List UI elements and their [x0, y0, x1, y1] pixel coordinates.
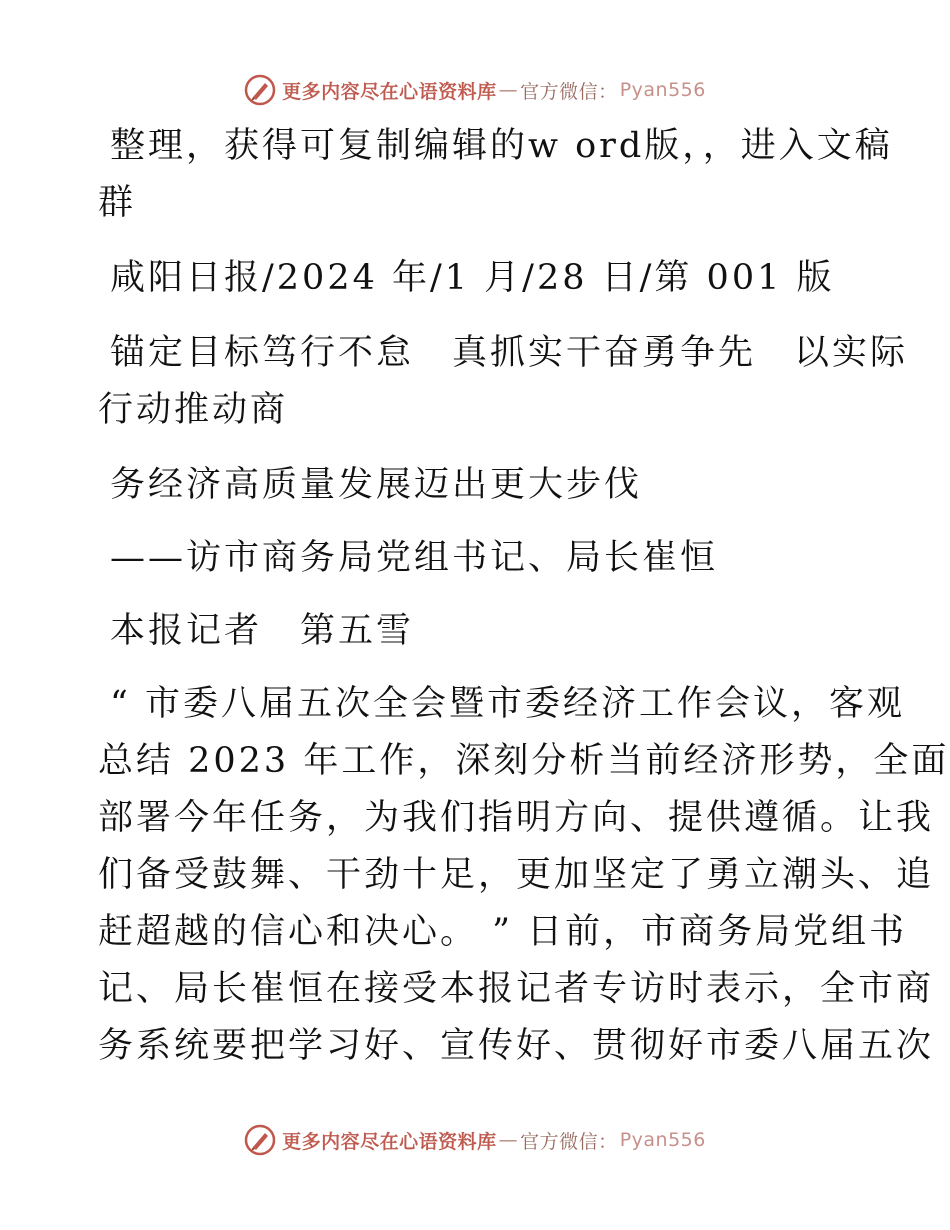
- pen-logo-icon: [244, 1124, 276, 1156]
- body-line: 总结 2023 年工作，深刻分析当前经济形势，全面: [98, 741, 950, 781]
- body-line: “ 市委八届五次全会暨市委经济工作会议，客观: [110, 684, 906, 724]
- body-line: 们备受鼓舞、干劲十足，更加坚定了勇立潮头、追: [98, 855, 935, 895]
- document-body: [98, 118, 950, 1075]
- source-line: 咸阳日报/2024 年/1 月/28 日/第 001 版: [110, 258, 835, 298]
- watermark-dash: —: [498, 79, 519, 101]
- watermark-prefix: 更多内容尽在心语资料库: [282, 80, 497, 103]
- body-line: 务系统要把学习好、宣传好、贯彻好市委八届五次: [98, 1026, 935, 1066]
- watermark-header: [0, 70, 950, 110]
- byline: 本报记者 第五雪: [110, 611, 415, 651]
- body-line: 记、局长崔恒在接受本报记者专访时表示，全市商: [98, 969, 935, 1009]
- headline-line-continued: 行动推动商: [98, 390, 289, 430]
- body-line: 赶超越的信心和决心。 ” 日前，市商务局党组书: [98, 912, 908, 952]
- headline-line-2: 务经济高质量发展迈出更大步伐: [110, 465, 643, 505]
- watermark-label: 官方微信：: [520, 80, 618, 103]
- pen-logo-icon: [244, 74, 276, 106]
- watermark-prefix: 更多内容尽在心语资料库: [282, 1130, 497, 1153]
- watermark-label: 官方微信：: [520, 1130, 618, 1153]
- headline-line: 锚定目标笃行不怠 真抓实干奋勇争先 以实际: [110, 333, 909, 373]
- intro-line-continued: 群: [98, 183, 137, 223]
- watermark-wechat-id: Pyan556: [619, 1129, 706, 1151]
- watermark-footer: [0, 1120, 950, 1160]
- body-line: 部署今年任务，为我们指明方向、提供遵循。让我: [98, 798, 935, 838]
- watermark-dash: —: [498, 1129, 519, 1151]
- subtitle: ——访市商务局党组书记、局长崔恒: [110, 538, 719, 578]
- intro-line: 整理，获得可复制编辑的w ord版，，进入文稿: [110, 126, 893, 166]
- watermark-wechat-id: Pyan556: [619, 79, 706, 101]
